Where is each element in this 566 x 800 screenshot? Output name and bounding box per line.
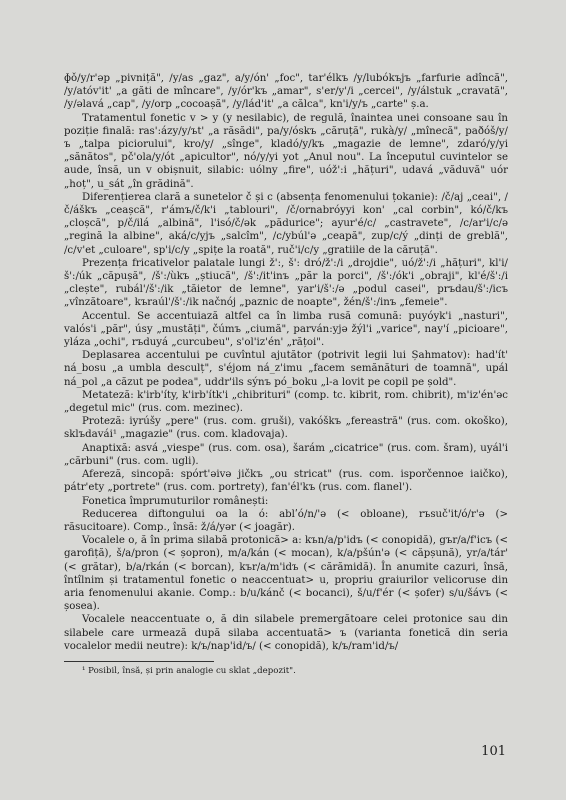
paragraph-2: Tratamentul fonetic v > y (y nesilabic), de regulă, înaintea unei consoane sau în poziție finală: ras':ázy/y/ъt' „a răsădi", pa/y/óskъ „căruță", rukà/y/ „mînecă", paðóš/y/ъ „talpa piciorului", kro/y/ „sînge", kladó/y/kъ „magazie de lemne", zdaró/y/yi „sănătos", pč'ola/y/ót „apicultor", nó/y/yi yot „Anul nou". La începutul cuvintelor se aude, însă, un v obișnuit, silabic: uólny „fire", uóž':i „hățuri", udavá „văduvă" uór „hoț", u_sát „în grădină". — [64, 112, 508, 190]
paragraph-6: Deplasarea accentului pe cuvîntul ajutător (potrivit legii lui Șahmatov): had'ít' ná_bosu „a umbla desculț", s'éjom ná_z'imu „facem semănături de toamnă", upál ná_pol „a căzut pe podea", uddr'ils sýnъ pó_boku „l-a lovit pe copil pe șold". — [64, 350, 508, 388]
footnote: ¹ Posibil, însă, și prin analogie cu sklat „depozit". — [82, 665, 296, 676]
page-number: 101 — [481, 743, 506, 759]
paragraph-1: ɸǒ/y/r'əp „pivniță", /y/as „gaz", a/y/ón' „foc", tar'élkъ /y/lubókъjъ „farfurie adîncă", /y/atóv'it' „a găti de mîncare", /y/ór'kъ „amar", s'er/y'/i „cercei", /y/álstuk „cravată", /y/əlavá „cap", /y/orp „cocoașă", /y/lád'it' „a călca", kn'i/y/ъ „carte" ș.a. — [64, 73, 508, 111]
paragraph-9: Anaptixă: asvá „viespe" (rus. com. osa), šarám „cicatrice" (rus. com. šram), uyál'i „cărbuni" (rus. com. ugli). — [64, 442, 508, 467]
footnote-divider — [64, 661, 214, 662]
paragraph-7: Metateză: k'irb'íty, k'irb'ítk'i „chibrituri" (comp. tc. kibrit, rom. chibrit), m'iz'én'əc „degetul mic" (rus. com. mezinec). — [64, 389, 508, 415]
paragraph-4: Prezența fricativelor palatale lungi ž':, š': dró/ž':/i „drojdie", uó/ž':/i „hățuri", kl'i/š':/úk „căpușă", /š':/ùkъ „știucă", /š':/it'inъ „păr la porci", /š':/ók'i „obraji", kl'é/š':/i „clește", rubál'/š':/ik „tăietor de lemne", yar'i/š':/ə „podul casei", prъdau/š':/icъ „vînzătoare", kъraúl'/š':/ik načnój „paznic de noapte", žén/š':/inъ „femeie". — [64, 257, 508, 309]
paragraph-11: Fonetica împrumuturilor românești: — [82, 495, 269, 507]
paragraph-10: Afereză, sincopă: spórt'əivə jičkъ „ou stricat" (rus. com. isporčennoe iaičko), pátr'ety „portrete" (rus. com. portrety), fan'él'kъ (rus. com. flanel'). — [64, 469, 508, 494]
paragraph-12: Reducerea diftongului oa la ó: ablʹó/n/'ə (< obloane), rъsuč'it/ó/r'ə (> răsucitoare). Comp., însă: ž/á/yər (< joagăr). — [64, 508, 508, 533]
paragraph-14: Vocalele neaccentuate o, ă din silabele premergătoare celei protonice sau din silabele care urmează după silaba accentuată> ъ (varianta fonetică din seria vocalelor medii neutre): k/ъ/nap'id/ъ/ (< conopidă), k/ъ/ram'id/ъ/ — [64, 614, 508, 652]
body-text — [64, 72, 508, 653]
paragraph-3: Diferențierea clară a sunetelor č și c (absența fenomenului țokanie): /č/aj „ceai", /č/áškъ „ceașcă", r'ámъ/č/k'i „tablouri", /č/ornabróyyi kon' „cal corbin", kó/č/kъ „cloșcă", p/č/ilá „albină", l'isó/č/ək „pădurice"; ayur'é/c/ „castravete", /c/ar'i/c/ə „regină la albine", aká/c/yjъ „salcîm", /c/ybúl'ə „ceapă", zup/c/ý „dinți de greblă", /c/v'et „culoare", sp'i/c/y „spițe la roată", ruč'i/c/y „gratiile de la căruță". — [64, 191, 508, 256]
paragraph-13: Vocalele o, ă în prima silabă protonică> a: kъn/a/p'idъ (< conopidă), gъr/a/f'icъ (< garofiță), š/a/pron (< șopron), m/a/kán (< mocan), k/a/pšún'ə (< căpșună), yr/a/tár' (< grătar), b/a/rkán (< borcan), kъr/a/m'idъ (< cărămidă). În anumite cazuri, însă, întîlnim și tratamentul fonetic o neaccentuat> u, propriu graiurilor velicoruse din aria fenomenului akanie. Comp.: b/u/kánč (< bocanci), š/u/f'ér (< șofer) s/u/šávъ (< șosea). — [64, 535, 508, 613]
paragraph-8: Proteză: iyrúšy „pere" (rus. com. gruši), vakóškъ „fereastră" (rus. com. okoško), sklъdavái¹ „magazie" (rus. com. kladovaja). — [64, 416, 508, 441]
paragraph-5: Accentul. Se accentuiază altfel ca în limba rusă comună: puyóyk'i „nasturi", valós'i „păr", úsy „mustăți", čúmъ „ciumă", parván:yjə žýl'i „varice", nay'í „picioare", yláza „ochi", rъduyá „curcubeu", s'ol'iz'én' „rățoi". — [64, 310, 508, 349]
